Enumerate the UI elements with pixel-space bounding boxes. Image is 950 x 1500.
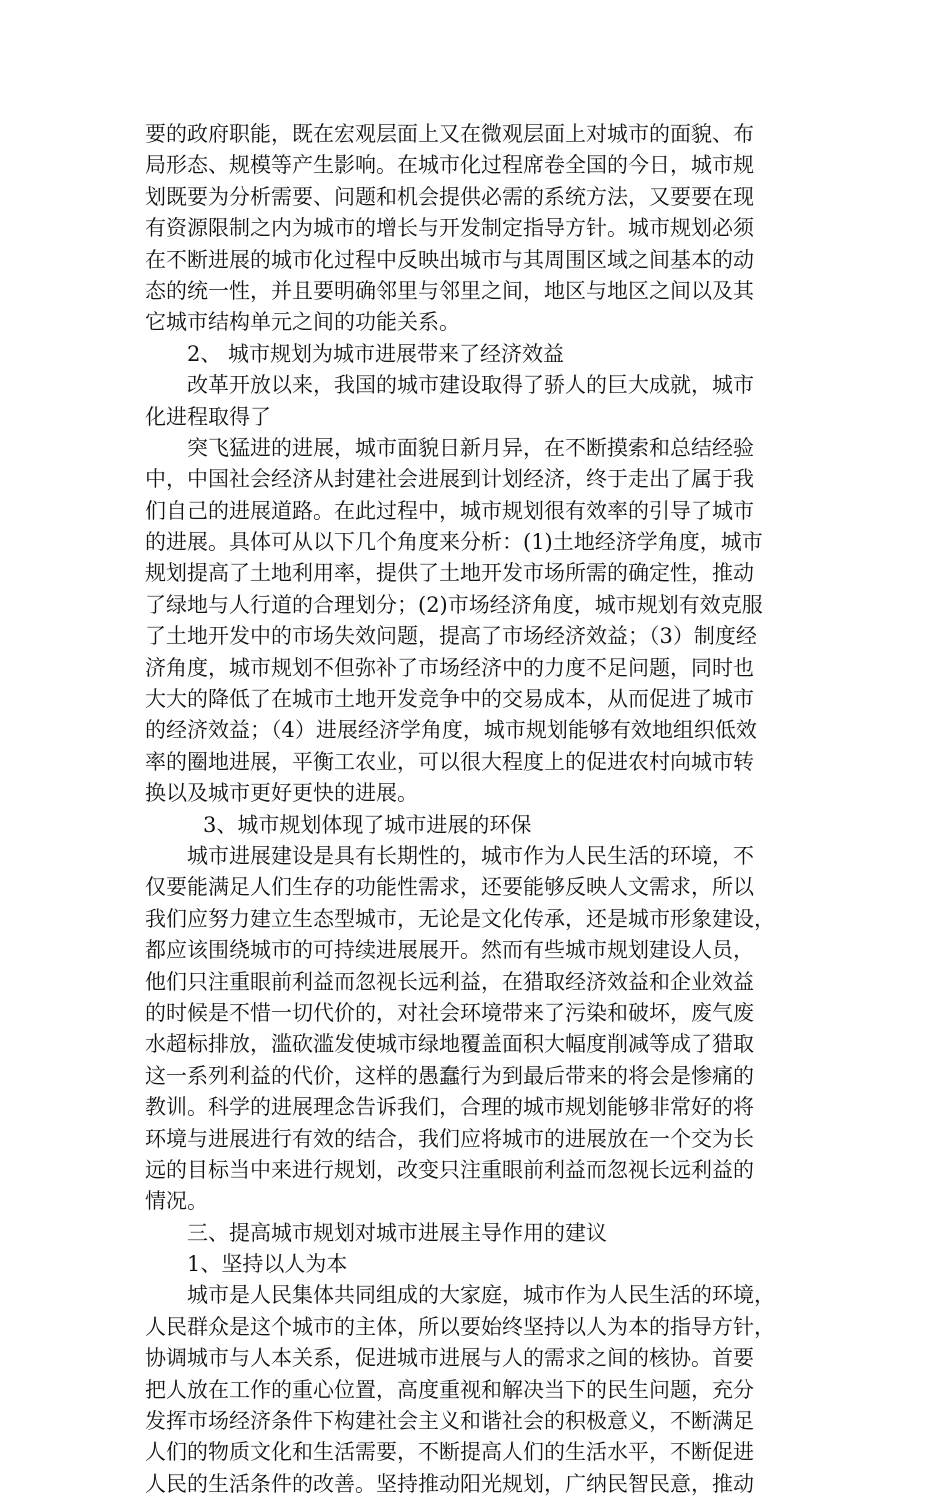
text-line: 远的目标当中来进行规划，改变只注重眼前利益而忽视长远利益的 bbox=[145, 1157, 754, 1182]
text-line: 划既要为分析需要、问题和机会提供必需的系统方法，又要要在现 bbox=[145, 184, 754, 209]
text-line: 率的圈地进展，平衡工农业，可以很大程度上的促进农村向城市转 bbox=[145, 749, 754, 774]
text-line: 人们的物质文化和生活需要，不断提高人们的生活水平，不断促进 bbox=[145, 1440, 754, 1465]
text-line: 规划提高了土地利用率，提供了土地开发市场所需的确定性，推动 bbox=[145, 561, 754, 586]
text-line: 它城市结构单元之间的功能关系。 bbox=[145, 310, 460, 335]
text-line: 三、提高城市规划对城市进展主导作用的建议 bbox=[187, 1220, 607, 1245]
text-line: 城市进展建设是具有长期性的，城市作为人民生活的环境，不 bbox=[187, 843, 754, 868]
text-line: 人民群众是这个城市的主体，所以要始终坚持以人为本的指导方针， bbox=[145, 1314, 775, 1339]
text-line: 协调城市与人本关系，促进城市进展与人的需求之间的核协。首要 bbox=[145, 1346, 754, 1371]
text-line: 教训。科学的进展理念告诉我们，合理的城市规划能够非常好的将 bbox=[145, 1095, 754, 1120]
text-line: 把人放在工作的重心位置，高度重视和解决当下的民生问题，充分 bbox=[145, 1377, 754, 1402]
text-line: 济角度，城市规划不但弥补了市场经济中的力度不足问题，同时也 bbox=[145, 655, 754, 680]
text-line: 城市是人民集体共同组成的大家庭，城市作为人民生活的环境， bbox=[187, 1283, 775, 1308]
text-line: 的经济效益；（4）进展经济学角度，城市规划能够有效地组织低效 bbox=[145, 718, 757, 743]
text-line: 化进程取得了 bbox=[145, 404, 271, 429]
text-line: 的时候是不惜一切代价的，对社会环境带来了污染和破坏，废气废 bbox=[145, 1000, 754, 1025]
text-line: 他们只注重眼前利益而忽视长远利益，在猎取经济效益和企业效益 bbox=[145, 969, 754, 994]
text-line: 换以及城市更好更快的进展。 bbox=[145, 781, 418, 806]
text-line: 这一系列利益的代价，这样的愚蠢行为到最后带来的将会是惨痛的 bbox=[145, 1063, 754, 1088]
text-line: 水超标排放，滥砍滥发使城市绿地覆盖面积大幅度削减等成了猎取 bbox=[145, 1032, 754, 1057]
text-line: 环境与进展进行有效的结合，我们应将城市的进展放在一个交为长 bbox=[145, 1126, 754, 1151]
text-line: 1、坚持以人为本 bbox=[187, 1252, 348, 1277]
text-line: 2、 城市规划为城市进展带来了经济效益 bbox=[187, 341, 565, 366]
text-line: 突飞猛进的进展，城市面貌日新月异，在不断摸索和总结经验 bbox=[187, 435, 754, 460]
text-line: 大大的降低了在城市土地开发竞争中的交易成本，从而促进了城市 bbox=[145, 687, 754, 712]
text-line: 在不断进展的城市化过程中反映出城市与其周围区域之间基本的动 bbox=[145, 247, 754, 272]
text-line: 了土地开发中的市场失效问题，提高了市场经济效益；（3）制度经 bbox=[145, 624, 757, 649]
text-line: 改革开放以来，我国的城市建设取得了骄人的巨大成就，城市 bbox=[187, 373, 754, 398]
text-line: 人民的生活条件的改善。坚持推动阳光规划，广纳民智民意，推动 bbox=[145, 1471, 754, 1496]
text-line: 情况。 bbox=[145, 1189, 208, 1214]
text-line: 中，中国社会经济从封建社会进展到计划经济，终于走出了属于我 bbox=[145, 467, 754, 492]
body-text bbox=[145, 119, 805, 1500]
text-line: 要的政府职能，既在宏观层面上又在微观层面上对城市的面貌、布 bbox=[145, 122, 754, 146]
text-line: 局形态、规模等产生影响。在城市化过程席卷全国的今日，城市规 bbox=[145, 153, 754, 178]
text-line: 都应该围绕城市的可持续进展展开。然而有些城市规划建设人员， bbox=[145, 938, 754, 963]
text-line: 的进展。具体可从以下几个角度来分析：(1)土地经济学角度，城市 bbox=[145, 530, 763, 555]
text-line: 我们应努力建立生态型城市，无论是文化传承，还是城市形象建设， bbox=[145, 906, 775, 931]
text-line: 们自己的进展道路。在此过程中，城市规划很有效率的引导了城市 bbox=[145, 498, 754, 523]
text-line: 发挥市场经济条件下构建社会主义和谐社会的积极意义，不断满足 bbox=[145, 1409, 754, 1434]
text-line: 3、城市规划体现了城市进展的环保 bbox=[203, 812, 532, 837]
text-line: 有资源限制之内为城市的增长与开发制定指导方针。城市规划必须 bbox=[145, 216, 754, 241]
text-line: 了绿地与人行道的合理划分；(2)市场经济角度，城市规划有效克服 bbox=[145, 592, 763, 617]
text-line: 仅要能满足人们生存的功能性需求，还要能够反映人文需求，所以 bbox=[145, 875, 754, 900]
text-line: 态的统一性，并且要明确邻里与邻里之间，地区与地区之间以及其 bbox=[145, 278, 754, 303]
